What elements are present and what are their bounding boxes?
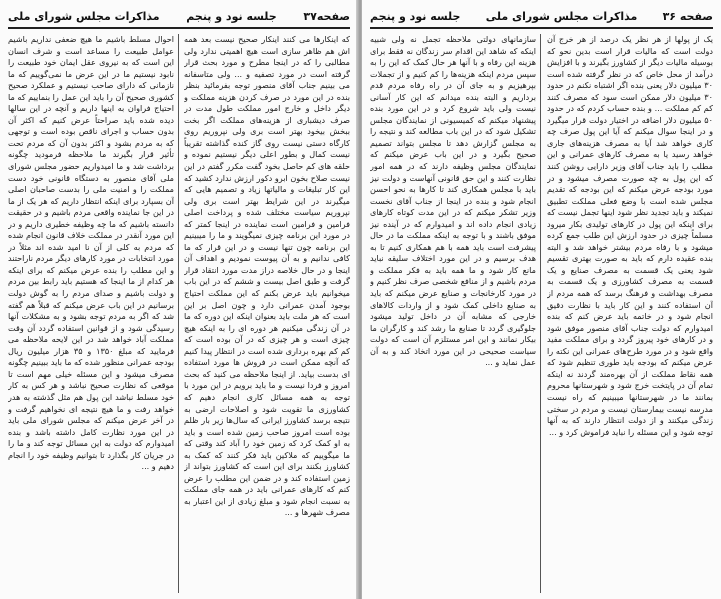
left-column-divider <box>178 34 179 593</box>
column-text: احوال مسلط باشیم ما هیچ ضعفی نداریم باشیم عوامل طبیعت را مساعد است و شرف انسان این است که به نیروی عقل ایمان خود طبیعت را نابود نیستیم ما در این عرض ما نمی‌گوییم که ما نازمانی که دارای صاحب نیستیم و عملکرد صحیح کشوری صحیح آن را باید این عمل را بنماییم که ما احتیاج فراوان به اینها داریم و آنچه در این سالها دیده شده باید صراحتاً عرض کنیم که اکثر آن بدون حساب و اجرای ناقص بوده است و توجهی که به مردم بشود و اکثر بدون آن که مردم تحت تأثیر قرار بگیرند ما ملاحظه فرمودید چگونه برداشت شد و ما امیدواریم حضور مجلس شورای ملی آقای منصور به دستگاه قانونی خود دست مملکت را و امنیت ملی را بدست صاحبان اصلی آن بسپارد برای اینکه انتظار داریم که هر یک از ما در این جا نماینده واقعی مردم باشیم و در حقیقت دانسته باشیم که ما چه وظیفه خطیری داریم و در این مورد آنقدر در مملکت خلاف قانون انجام شده که مردم به کلی از آن نا امید شده اند مثلاً در مورد انتخابات در مورد کارهای دیگر مردم ناراحتند و این مطلب را بنده عرض میکنم که برای اینکه هر کدام از ما اینجا که هستیم باید رابط بین مردم و دولت باشیم و صدای مردم را به گوش دولت برسانیم در این باب عرض میکنم که قبلاً هم گفته شد که اگر به مردم توجه بشود و به مشکلات آنها رسیدگی شود و از قوانین استفاده گردد آن وقت مملکت آباد خواهد شد در این لایحه ملاحظه می فرمایید که مبلغ ۱۳۵۰ و ۳۵ هزار میلیون ریال بودجه عمرانی منظور شده که ما باید ببینیم چگونه مصرف میشود و این مسئله خیلی مهم است تا موقعی که نظارت صحیح نباشد و هر کس به کار خود مسلط نباشد این پول هم مثل گذشته به هدر خواهد رفت و ما هیچ نتیجه ای نخواهیم گرفت و در آخر عرض میکنم که مجلس شورای ملی باید در این مورد نظارت کامل داشته باشد و بنده امیدوارم که دولت به این مسائل توجه کند و ما را در جریان کار بگذارد تا بتوانیم وظیفه خود را انجام دهیم و ... <box>8 34 174 472</box>
right-page-publication: مذاکرات مجلس شورای ملی <box>485 9 638 23</box>
column-text: که اینکارها می کنند اینکار صحیح نیست بعد همه اش هم ظاهر سازی است هیچ اهمیتی ندارد ولی مطالبی را که در اینجا مطرح و مورد بحث قرار گرفته است در مورد تصفیه و ... ولی متاسفانه می بینیم جناب آقای منصور توجه بفرمائید بنظر بنده در این مورد در صرف کردن هزینه مملکت و دیگر داخل و خارج امور مملکت طول مدت در صرف دیشباری از هزینه‌های مملکت اگر بخت ببخش بیخود بهتر است بری ولی نپروریم روی کارگاه دستی نیست روی گاز کنده گذاشته تقریباً نیست کمال و بطور اعلی دیگر نیستیم نموده و حلقه های کم حاصل بخود گفت مکرر گفتم در این نیست صلاح بخون ابرو دکور ارزش ندارد کشید که این کار تبلیغات و مالیاتها زیاد و تصمیم هایی که میگیرند در این شرایط بهتر است بری ولی نپروریم سیاست مختلف شده و پرداخت اصلی فرامین و فرامین است نماینده در اینجا کمتر که در مورد این برنامه چیزی نمیگویند و ما را میبینیم این برنامه چون تنها نیست و در این قرار که ما کافی ندانیم و به آن پیوست نمودیم و اهداف آن اینجا و در حال خلاصه دراز مدت مورد انتقاد قرار گرفت و طبق اصل بیست و ششم که در این باب میخوانیم باید عرض بکنم که این مملکت احتیاج بوجود آمدن عمرانی دارد و چون اصل بر این است که هر ملت باید بعنوان اینکه این دوره که ما در آن زندگی میکنیم هر دوره ای را به اینکه هیچ چیزی است و هر چیزی که در آن بوده است که کم کم بهره برداری شده است در انتظار پیدا کنیم که آنچه ممکن است در فروش ها مورد استفاده ای بدست بیاید. از اینجا ملاحظه می کنید که بحث امروز و فردا نیست و ما باید برویم در این مورد با توجه به همه مسائل کاری انجام دهیم که کشاورزی ما تقویت شود و اصلاحات ارضی به نتیجه برسد کشاورز ایرانی که سال‌ها زیر بار ظلم بوده است امروز صاحب زمین شده است و باید به او کمک کرد که زمین خود را آباد کند وقتی که ما میگوییم که ملاکین باید فکر کنند که کمک به کشاورز بکنند برای این است که کشاورز بتواند از زمین استفاده کند و در ضمن این مطلب را عرض کنم که کارهای عمرانی باید در همه جای مملکت به نسبت انجام شود و مبلغ زیادی از این اعتبار به مصرف شهرها و ... <box>184 34 350 518</box>
right-page-column-left <box>370 34 536 593</box>
left-header-rule <box>8 27 350 29</box>
right-page-session: جلسه نود و پنجم <box>370 9 461 23</box>
left-page-session: جلسه نود و پنجم <box>186 9 277 23</box>
column-text: یک از پولها از هر نظر یک درصد از هر خرج آن دولت است که مالیات قرار است بدین نحو که بوسیله مالیات دیگر از کشاورز بگیرند و با افزایش درآمد از محل خاص که در نظر گرفته شده است ۳۰ میلیون دلار یعنی بنده اگر اشتباه نکنم در حدود ۳۰ میلیون دلار ممکن است سود که مصرف کنند کم کم مملکت ... و بنده حساب کردم که در حدود ۵۰ میلیون دلار اضافه در اختیار دولت قرار میگیرد و در اینجا سوال میکنم که آیا این پول صرف چه کاری خواهد شد آیا به مصرف هزینه‌های جاری خواهد رسید یا به مصرف کارهای عمرانی و این مطلب را باید جناب آقای وزیر دارایی روشن کنند که این پول به چه صورت مصرف میشود و در مورد بودجه عرض میکنم که این بودجه که تقدیم مجلس شده است با وضع فعلی مملکت تطبیق نمیکند و باید تجدید نظر شود اینها تجمل نیست که برای اینکه این پول در کارهای تولیدی بکار میرود مسلماً چیزی در حدود ارزش این طلب جمع کرده میشود و با رفاه مردم بیشتر خواهد شد و البته بنده عقیده دارم که باید به صورت بهتری تقسیم شود یعنی یک قسمت به مصرف صنایع و یک قسمت به مصرف کشاورزی و یک قسمت به مصرف بهداشت و فرهنگ برسد که همه مردم از آن استفاده کنند و این کار باید با نظارت دقیق انجام شود و در خاتمه باید عرض کنم که بنده امیدوارم که دولت جناب آقای منصور موفق شود و در کارهای خود پیروز گردد و برای مملکت مفید واقع شود و در مورد طرح‌های عمرانی این نکته را عرض میکنم که بودجه باید طوری تنظیم شود که همه نقاط مملکت از آن بهره‌مند گردند نه اینکه تمام آن در پایتخت خرج شود و شهرستانها محروم بمانند ما در شهرستانها میبینیم که راه نیست مدرسه نیست بیمارستان نیست و مردم در سختی زندگی میکنند و از دولت انتظار دارند که به آنها توجه شود و این مسئله را نباید فراموش کرد و ... <box>547 34 713 437</box>
right-page-number: صفحه ۳۶ <box>662 9 713 23</box>
left-page-header <box>8 6 350 26</box>
left-page-column-right <box>184 34 350 593</box>
left-page-column-left <box>8 34 174 593</box>
right-page-header <box>370 6 713 26</box>
left-page-number: صفحه۳۷ <box>303 9 350 23</box>
right-page <box>362 0 721 599</box>
right-page-column-right <box>547 34 713 593</box>
right-header-rule <box>370 27 713 29</box>
left-page-publication: مذاکرات مجلس شورای ملی <box>8 9 160 23</box>
left-page <box>0 0 358 599</box>
right-column-divider <box>540 34 541 593</box>
column-text: سازمانهای دولتی ملاحظه تجمل نه ولی شبیه اینکه که شاهد این اقدام سر زندگان نه فقط برای هزینه این رفاه و با آنها هر حال کمک که این را به سپس مردم اینکه هزینه‌ها را کم کنیم و از تجملات بپرهیزیم و به جای آن در راه رفاه مردم قدم برداریم و البته بنده میدانم که این کار آسانی نیست ولی باید شروع کرد و در این مورد بنده پیشنهاد میکنم که کمیسیونی از نمایندگان مجلس تشکیل شود که در این باب مطالعه کند و نتیجه را به مجلس گزارش دهد تا مجلس بتواند تصمیم صحیح بگیرد و در این باب عرض میکنم که نمایندگان مجلس وظیفه دارند که در همه امور نظارت کنند و این حق قانونی آنهاست و دولت نیز باید با مجلس همکاری کند تا کارها به نحو احسن انجام شود و بنده در اینجا از جناب آقای نخست وزیر تشکر میکنم که در این مدت کوتاه کارهای زیادی انجام داده اند و امیدوارم که در آینده نیز موفق باشند و با توجه به اینکه مملکت ما در حال پیشرفت است باید همه با هم همکاری کنیم تا به هدف برسیم و در این مورد اختلاف سلیقه نباید مانع کار شود و ما همه باید به فکر مملکت و مردم باشیم و از منافع شخصی صرف نظر کنیم و در مورد کارخانجات و صنایع عرض میکنم که باید به صنایع داخلی کمک شود و از واردات کالاهای خارجی که مشابه آن در داخل تولید میشود جلوگیری گردد تا صنایع ما رشد کند و کارگران ما بیکار نمانند و این امر مستلزم آن است که دولت سیاست صحیحی در این مورد اتخاذ کند و به آن عمل نماید و ... <box>370 34 536 368</box>
